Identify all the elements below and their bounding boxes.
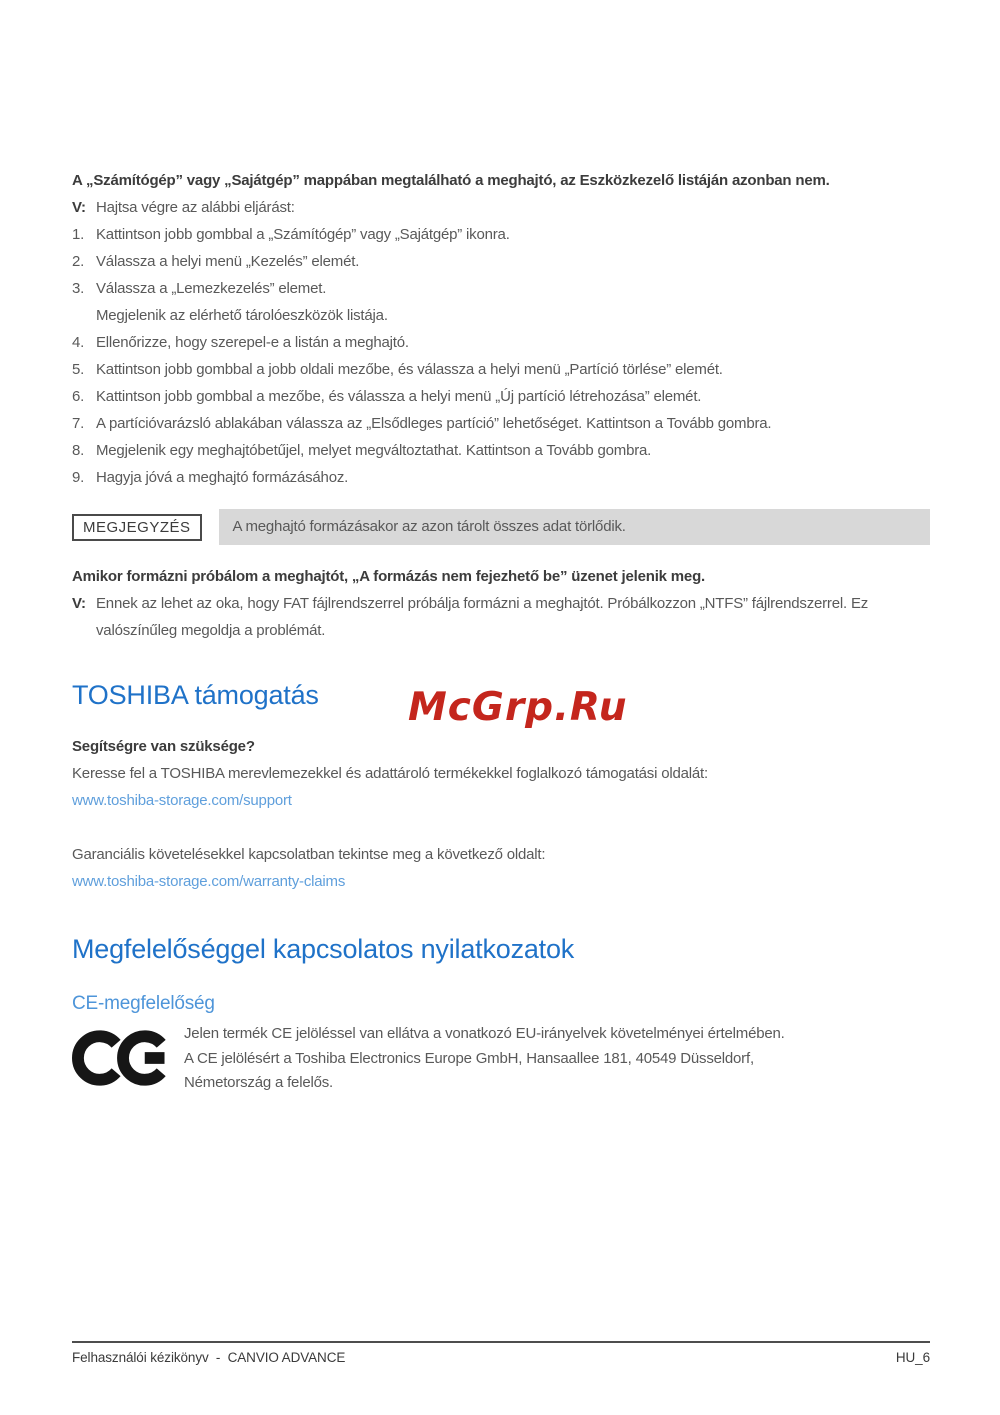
ce-statement-line: Németország a felelős.: [184, 1074, 334, 1091]
step-item: [72, 410, 934, 437]
faq-section-2: [72, 563, 944, 644]
question-2: Amikor formázni próbálom a meghajtót, „A formázás nem fejezhető be” üzenet jelenik meg.: [72, 568, 706, 585]
step-item: [72, 437, 934, 464]
warranty-line: Garanciális követelésekkel kapcsolatban tekintse meg a következő oldalt:: [72, 846, 546, 863]
step-text: Kattintson jobb gombbal a jobb oldali mezőbe, és válassza a helyi menü „Partíció törlése” elemét.: [96, 361, 723, 378]
question-1: A „Számítógép” vagy „Sajátgép” mappában megtalálható a meghajtó, az Eszközkezelő listáján azonban nem.: [72, 172, 830, 189]
support-heading: TOSHIBA támogatás: [72, 680, 319, 710]
footer-page-number: HU_6: [895, 1350, 930, 1365]
answer-2-row: [72, 590, 944, 644]
answer-label: V:: [72, 199, 86, 216]
step-item: [72, 275, 934, 329]
answer-label: V:: [72, 595, 86, 612]
step-text: Kattintson jobb gombbal a „Számítógép” vagy „Sajátgép” ikonra.: [96, 226, 510, 243]
answer-1-intro-row: [72, 194, 934, 221]
step-text: A partícióvarázsló ablakában válassza az „Elsődleges partíció” lehetőséget. Kattintson a Tovább gombra.: [96, 415, 772, 432]
step-item: [72, 329, 934, 356]
compliance-heading: Megfelelőséggel kapcsolatos nyilatkozatok: [72, 934, 575, 964]
step-subnote: Megjelenik az elérhető tárolóeszközök listája.: [96, 307, 388, 324]
footer-divider: [72, 1341, 930, 1343]
answer-text: Ennek az lehet az oka, hogy FAT fájlrendszerrel próbálja formázni a meghajtót. Próbálkozzon „NTFS” fájlrendszerrel. Ez valószínűleg megoldja a problémát.: [96, 595, 869, 639]
ce-statement-line: A CE jelölésért a Toshiba Electronics Europe GmbH, Hansaallee 181, 40549 Düsseldorf,: [184, 1049, 754, 1067]
ce-mark-icon: [72, 1022, 174, 1099]
support-subheading: Segítségre van szüksége?: [72, 738, 255, 755]
warranty-link[interactable]: www.toshiba-storage.com/warranty-claims: [72, 873, 346, 890]
step-item: [72, 464, 934, 491]
support-line-1: Keresse fel a TOSHIBA merevlemezekkel és adattároló termékekkel foglalkozó támogatási oldalát:: [72, 765, 708, 782]
ce-subheading: CE-megfelelőség: [72, 993, 215, 1014]
ce-statement-line: Jelen termék CE jelöléssel van ellátva a vonatkozó EU-irányelvek követelményei értelmében.: [184, 1025, 785, 1042]
steps-list: [72, 221, 934, 491]
note-label: MEGJEGYZÉS: [72, 514, 202, 541]
step-text: Válassza a „Lemezkezelés” elemet.: [96, 280, 327, 297]
step-item: [72, 221, 934, 248]
step-item: [72, 248, 934, 275]
step-item: [72, 356, 934, 383]
step-text: Válassza a helyi menü „Kezelés” elemét.: [96, 253, 360, 270]
note-row: [72, 509, 930, 545]
step-item: [72, 383, 934, 410]
faq-section-1: [72, 167, 934, 491]
note-text-box: A meghajtó formázásakor az azon tárolt összes adat törlődik.: [219, 509, 930, 545]
answer-intro: Hajtsa végre az alábbi eljárást:: [96, 199, 295, 216]
support-link[interactable]: www.toshiba-storage.com/support: [72, 792, 292, 809]
step-text: Kattintson jobb gombbal a mezőbe, és válassza a helyi menü „Új partíció létrehozása” elemét.: [96, 388, 702, 405]
footer-manual-title: Felhasználói kézikönyv - CANVIO ADVANCE: [72, 1350, 346, 1365]
footer: [72, 1350, 930, 1365]
mcgrp-watermark: McGrp.Ru: [408, 685, 628, 730]
ce-block: [72, 1022, 934, 1099]
step-text: Ellenőrizze, hogy szerepel-e a listán a meghajtó.: [96, 334, 409, 351]
step-text: Hagyja jóvá a meghajtó formázásához.: [96, 469, 349, 486]
ce-statement: [184, 1022, 785, 1096]
step-text: Megjelenik egy meghajtóbetűjel, melyet megváltoztathat. Kattintson a Tovább gombra.: [96, 442, 652, 459]
